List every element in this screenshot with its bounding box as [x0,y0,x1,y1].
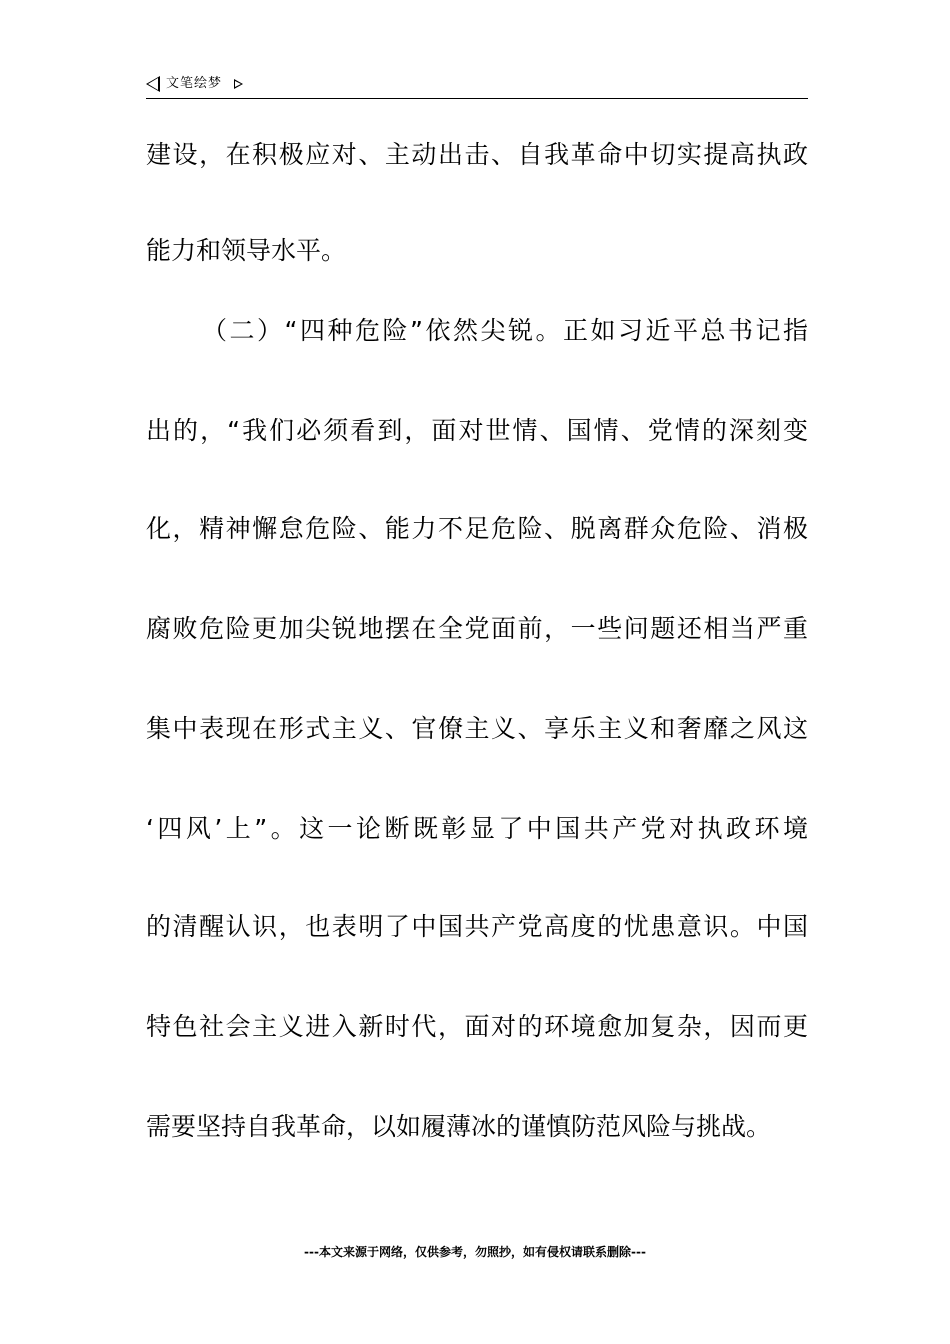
footer-disclaimer: ---本文来源于网络，仅供参考，勿照抄，如有侵权请联系删除--- [304,1245,646,1259]
text-line: 化，精神懈怠危险、能力不足危险、脱离群众危险、消极 [146,514,808,543]
header-divider [146,98,808,99]
text-line: ‘四风’上”。这一论断既彰显了中国共产党对执政环境 [146,814,808,843]
text-line: 出的，“我们必须看到，面对世情、国情、党情的深刻变 [146,416,808,445]
paragraph-heading-line: （二）“四种危险”依然尖锐。正如习近平总书记指 [202,316,808,345]
right-triangle-icon [234,79,243,89]
text-line: 能力和领导水平。 [146,236,347,265]
text-line: 集中表现在形式主义、官僚主义、享乐主义和奢靡之风这 [146,714,808,743]
text-line: 的清醒认识，也表明了中国共产党高度的忧患意识。中国 [146,912,808,941]
text-line: 需要坚持自我革命，以如履薄冰的谨慎防范风险与挑战。 [146,1112,772,1141]
header-title: 文笔绘梦 [166,76,223,91]
text-line: 特色社会主义进入新时代，面对的环境愈加复杂，因而更 [146,1012,808,1041]
text-line: 建设，在积极应对、主动出击、自我革命中切实提高执政 [146,140,808,169]
left-triangle-icon [146,76,160,92]
text-line: 腐败危险更加尖锐地摆在全党面前，一些问题还相当严重 [146,614,808,643]
page-header [146,74,808,98]
